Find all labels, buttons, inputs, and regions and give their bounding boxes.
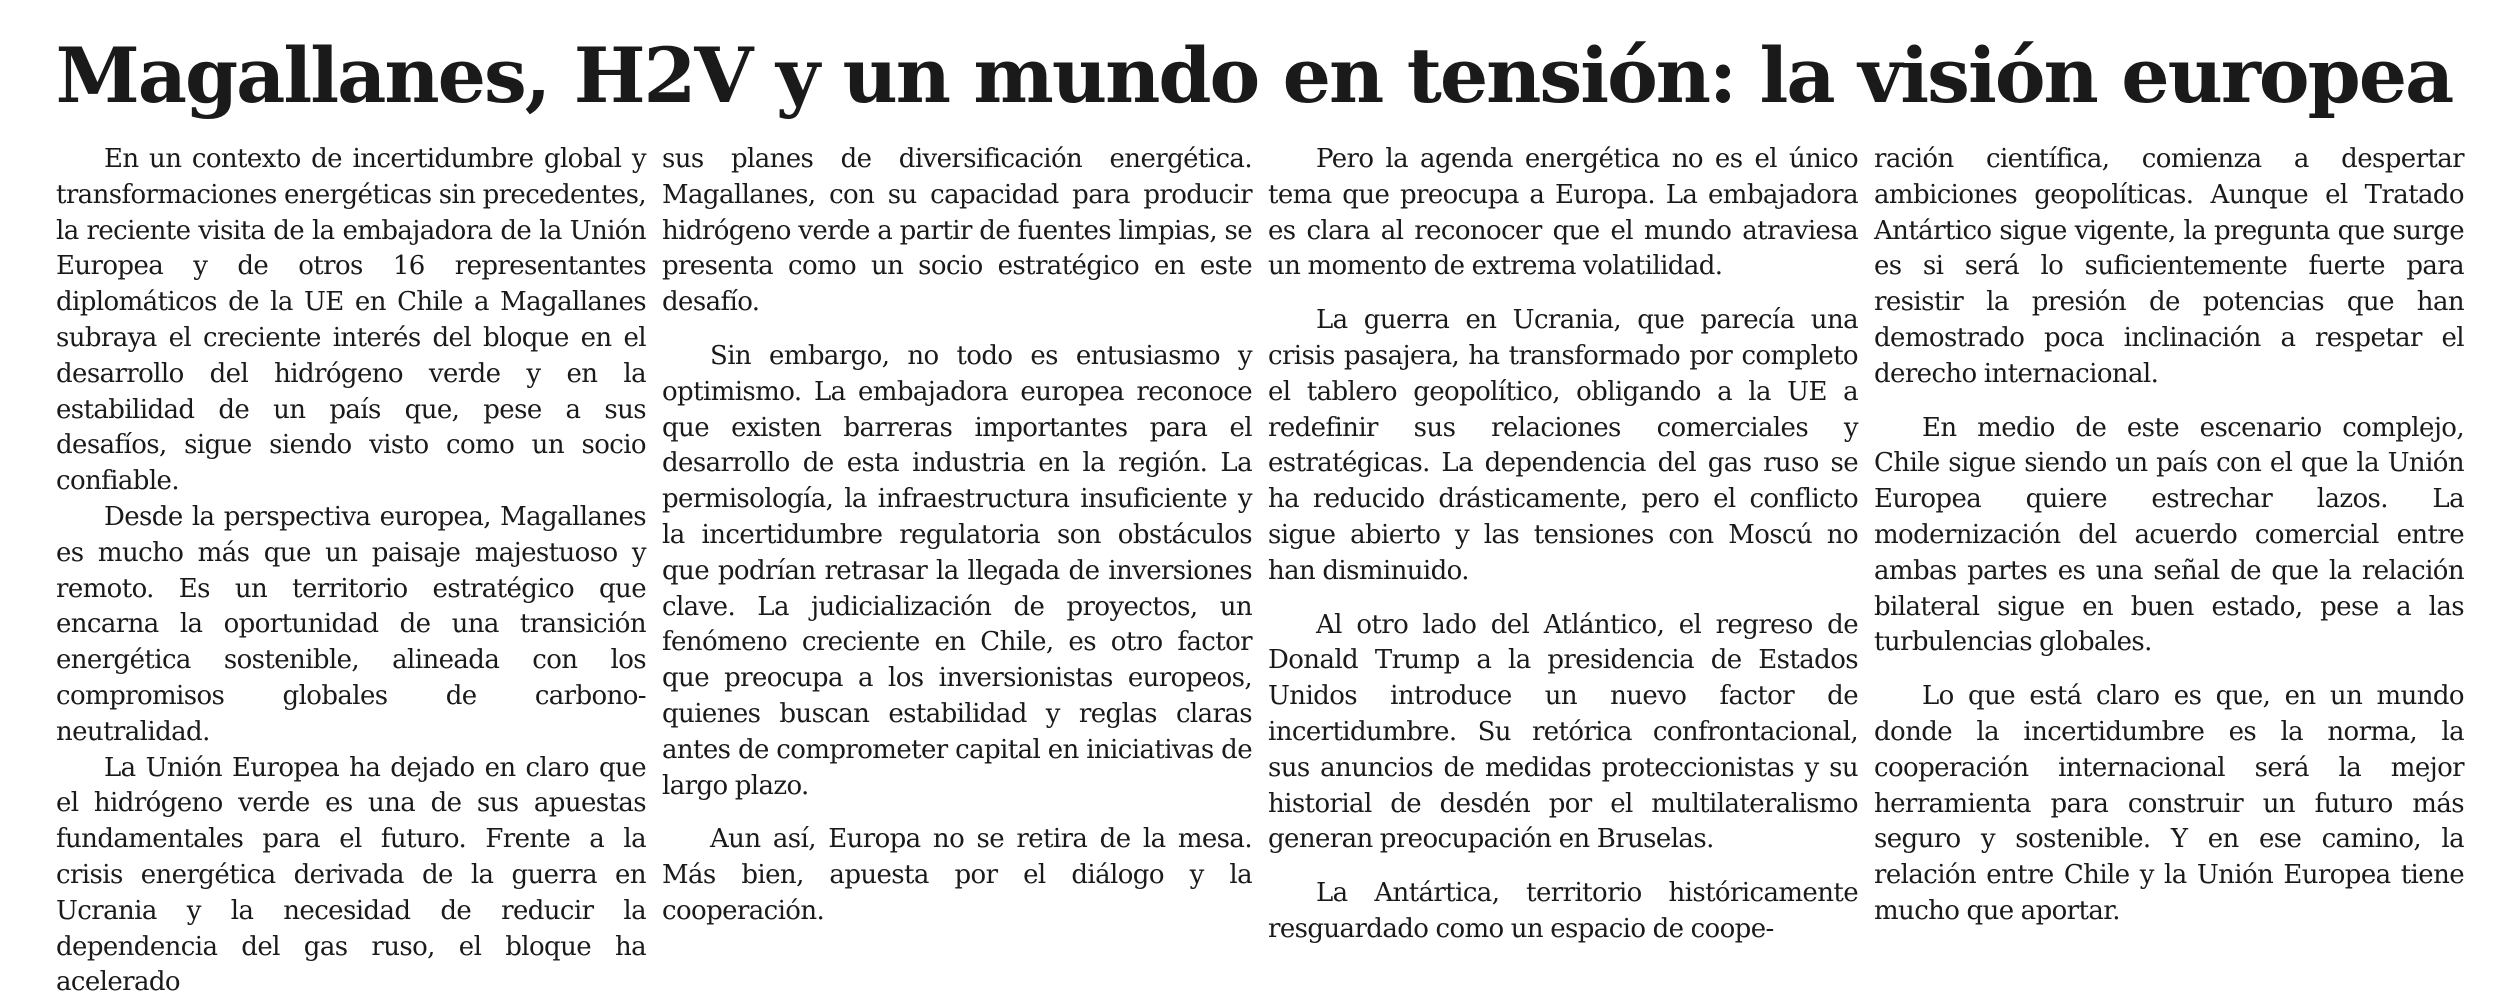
paragraph: Lo que está claro es que, en un mundo donde la incertidumbre es la norma, la cooperación internacional será la mejor herramienta para construir un futuro más seguro y sostenible. Y en ese camino, la relación entre Chile y la Unión Europea tiene mucho que aportar. — [1874, 681, 2464, 926]
article-column-1 — [56, 142, 646, 1001]
paragraph: Desde la perspectiva europea, Magallanes es mucho más que un paisaje majestuoso y remoto. Es un territorio estratégico que encarna la oportunidad de una transición energética sostenible, alineada con los compromisos globales de carbono-neutralidad. — [56, 501, 646, 747]
paragraph: La guerra en Ucrania, que parecía una crisis pasajera, ha transformado por completo el tablero geopolítico, obligando a la UE a redefinir sus relaciones comerciales y estratégicas. La dependencia del gas ruso se ha reducido drásticamente, pero el conflicto sigue abierto y las tensiones con Moscú no han disminuido. — [1268, 305, 1858, 586]
paragraph: Al otro lado del Atlántico, el regreso de Donald Trump a la presidencia de Estados Unidos introduce un nuevo factor de incertidumbre. Su retórica confrontacional, sus anuncios de medidas proteccionistas y su historial de desdén por el multilateralismo generan preocupación en Bruselas. — [1268, 609, 1858, 855]
paragraph: ración científica, comienza a despertar ambiciones geopolíticas. Aunque el Tratado Antártico sigue vigente, la pregunta que surge es si será lo suficientemente fuerte para resistir la presión de potencias que han demostrado poca inclinación a respetar el derecho internacional. — [1874, 144, 2464, 389]
article-headline: Magallanes, H2V y un mundo en tensión: la visión europea — [55, 31, 2453, 120]
article-column-3 — [1268, 142, 1858, 948]
article-column-2 — [662, 142, 1252, 930]
paragraph: Sin embargo, no todo es entusiasmo y optimismo. La embajadora europea reconoce que existen barreras importantes para el desarrollo de esta industria en la región. La permisología, la infraestructura insuficiente y la incertidumbre regulatoria son obstáculos que podrían retrasar la llegada de inversiones clave. La judicialización de proyectos, un fenómeno creciente en Chile, es otro factor que preocupa a los inversionistas europeos, quienes buscan estabilidad y reglas claras antes de comprometer capital en iniciativas de largo plazo. — [662, 340, 1252, 801]
article-column-4 — [1874, 142, 2464, 930]
paragraph: sus planes de diversificación energética. Magallanes, con su capacidad para producir hidrógeno verde a partir de fuentes limpias, se presenta como un socio estratégico en este desafío. — [662, 144, 1252, 318]
paragraph: En un contexto de incertidumbre global y transformaciones energéticas sin precedentes, la reciente visita de la embajadora de la Unión Europea y de otros 16 representantes diplomáticos de la UE en Chile a Magallanes subraya el creciente interés del bloque en el desarrollo del hidrógeno verde y en la estabilidad de un país que, pese a sus desafíos, sigue siendo visto como un socio confiable. — [56, 144, 646, 497]
paragraph: Aun así, Europa no se retira de la mesa. Más bien, apuesta por el diálogo y la cooperación. — [662, 824, 1252, 926]
paragraph: La Antártica, territorio históricamente resguardado como un espacio de coope- — [1268, 878, 1858, 944]
paragraph: La Unión Europea ha dejado en claro que el hidrógeno verde es una de sus apuestas fundamentales para el futuro. Frente a la crisis energética derivada de la guerra en Ucrania y la necesidad de reducir la dependencia del gas ruso, el bloque ha acelerado — [56, 752, 646, 998]
paragraph: Pero la agenda energética no es el único tema que preocupa a Europa. La embajadora es clara al reconocer que el mundo atraviesa un momento de extrema volatilidad. — [1268, 144, 1858, 282]
paragraph: En medio de este escenario complejo, Chile sigue siendo un país con el que la Unión Europea quiere estrechar lazos. La modernización del acuerdo comercial entre ambas partes es una señal de que la relación bilateral sigue en buen estado, pese a las turbulencias globales. — [1874, 412, 2464, 658]
